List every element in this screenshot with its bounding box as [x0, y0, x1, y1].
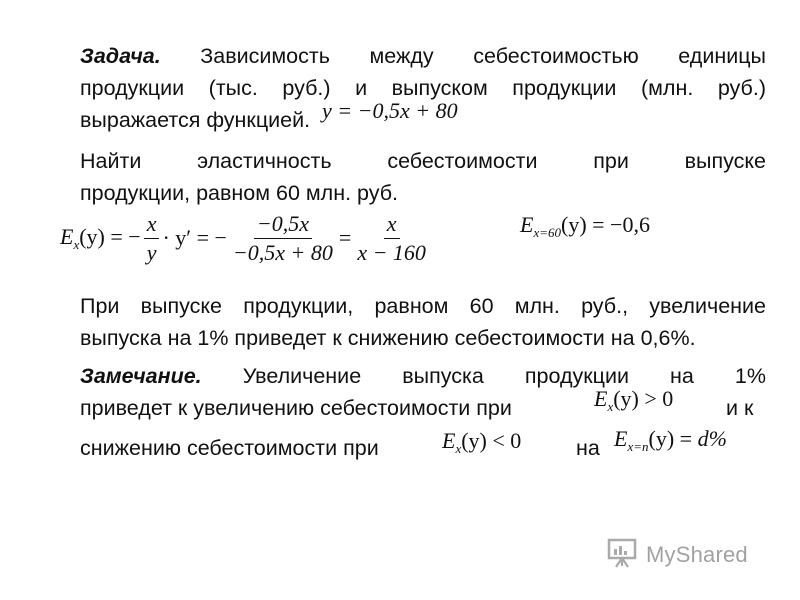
formula-derivative: · y′ = −: [162, 225, 227, 250]
question-text-1: Найти эластичность себестоимости при выпуске: [80, 149, 766, 173]
final-equation: $E_{x=n}(y) = d\%$: [614, 426, 727, 454]
remark-label: Замечание.: [80, 364, 202, 388]
elasticity-value: $E_{x=60}(y) = -0,6$: [520, 212, 650, 240]
fraction-derivative: $\frac{-0,5x}{-0,5x + 80}$: [232, 210, 333, 265]
fraction-x-over-y: $\frac{x}{y}$: [144, 211, 160, 266]
question-text-2: продукции, равном 60 млн. руб.: [80, 181, 399, 205]
watermark-text: MyShared: [646, 542, 748, 567]
condition-positive: $E_x(y) > 0$: [594, 386, 674, 414]
task-text-3: выражается функцией.: [80, 108, 311, 132]
task-label: Задача.: [80, 44, 161, 68]
conclusion-text-1: При выпуске продукции, равном 60 млн. руб., увеличение: [80, 294, 766, 318]
task-line-1: [80, 40, 766, 72]
remark-text-3b: на: [576, 436, 600, 460]
presentation-board-icon: [606, 537, 640, 574]
fraction-result: $\frac{x}{x - 160}$: [357, 210, 426, 265]
question-line-1: [80, 145, 766, 177]
remark-text-2a: приведет к увеличению себестоимости при: [80, 396, 512, 420]
remark-text-3a: снижению себестоимости при: [80, 436, 379, 460]
condition-negative: $E_x(y) < 0$: [442, 428, 522, 456]
conclusion-line-1: [80, 290, 766, 322]
myshared-logo: [606, 538, 748, 572]
conclusion-line-2: [80, 322, 766, 354]
formula-lhs: $E_x(y)$ = −: [60, 223, 141, 252]
conclusion-text-2: выпуска на 1% приведет к снижению себестоимости на 0,6%.: [80, 326, 696, 350]
remark-text-2b: и к: [726, 396, 754, 420]
task-text-2: продукции (тыс. руб.) и выпуском продукции (млн. руб.): [80, 76, 766, 100]
function-formula: y = −0,5x + 80: [322, 98, 458, 123]
remark-text-1: Увеличение выпуска продукции на 1%: [242, 364, 766, 388]
formula-equals: =: [338, 225, 352, 250]
task-text-1: Зависимость между себестоимостью единицы: [200, 44, 766, 68]
